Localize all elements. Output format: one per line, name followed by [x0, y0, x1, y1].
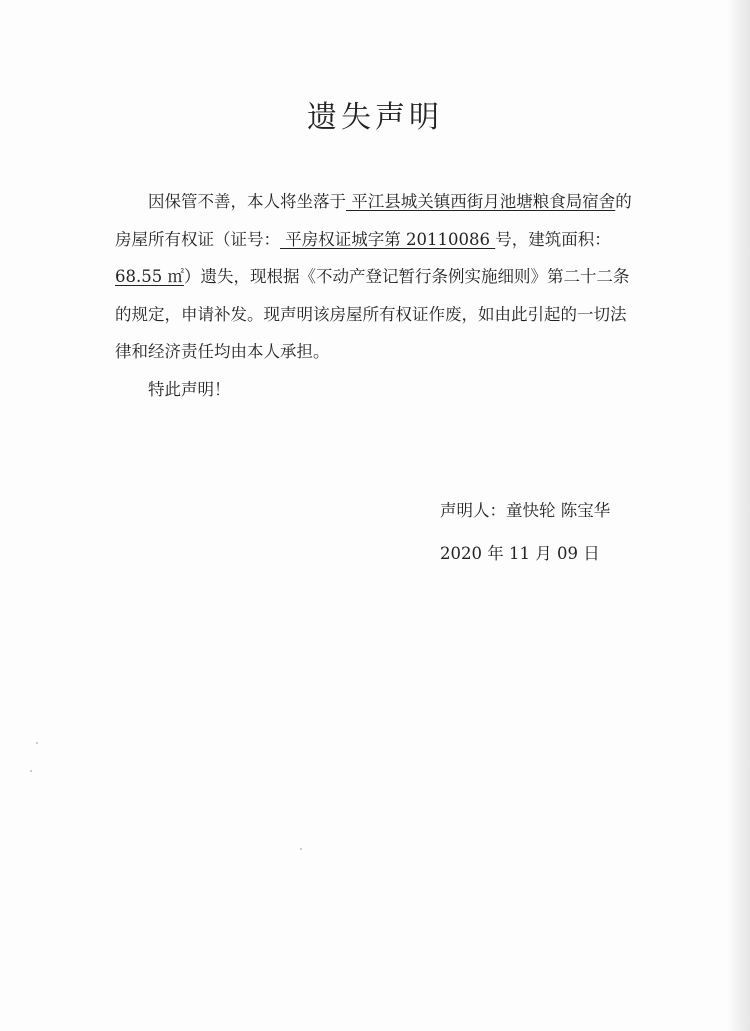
scan-speck [36, 742, 38, 744]
declarant-names: 童快轮 陈宝华 [506, 501, 611, 520]
document-body [115, 183, 635, 408]
closing-statement: 特此声明！ [148, 379, 231, 399]
document-title: 遗失声明 [307, 100, 443, 135]
declaration-date: 2020 年 11 月 09 日 [440, 544, 600, 563]
text-segment: 因保管不善，本人将坐落于 [148, 192, 346, 211]
paragraph-main [115, 183, 635, 371]
text-segment: ）遗失，现根据《不动产登记暂行条例实施细则》第二十二条的规定，申请补发。现声明该房屋所有权证作废，如由此引起的一切法律和经济责任均由本人承担。 [115, 267, 630, 361]
scan-speck [30, 770, 32, 772]
property-address: 平江县城关镇西街月池塘粮食局宿舍 [346, 192, 616, 211]
declarant-label: 声明人： [440, 501, 506, 520]
building-area: 68.55 ㎡ [115, 267, 184, 286]
declarant-line [440, 492, 610, 529]
text-segment: 号，建筑面积： [495, 229, 611, 249]
certificate-number: 平房权证城字第 20110086 [280, 229, 496, 249]
scan-edge-shadow [726, 0, 750, 1031]
signature-block [440, 492, 610, 572]
text-segment: 的房屋所有权证（证号： [115, 192, 632, 249]
scan-speck [300, 848, 302, 850]
